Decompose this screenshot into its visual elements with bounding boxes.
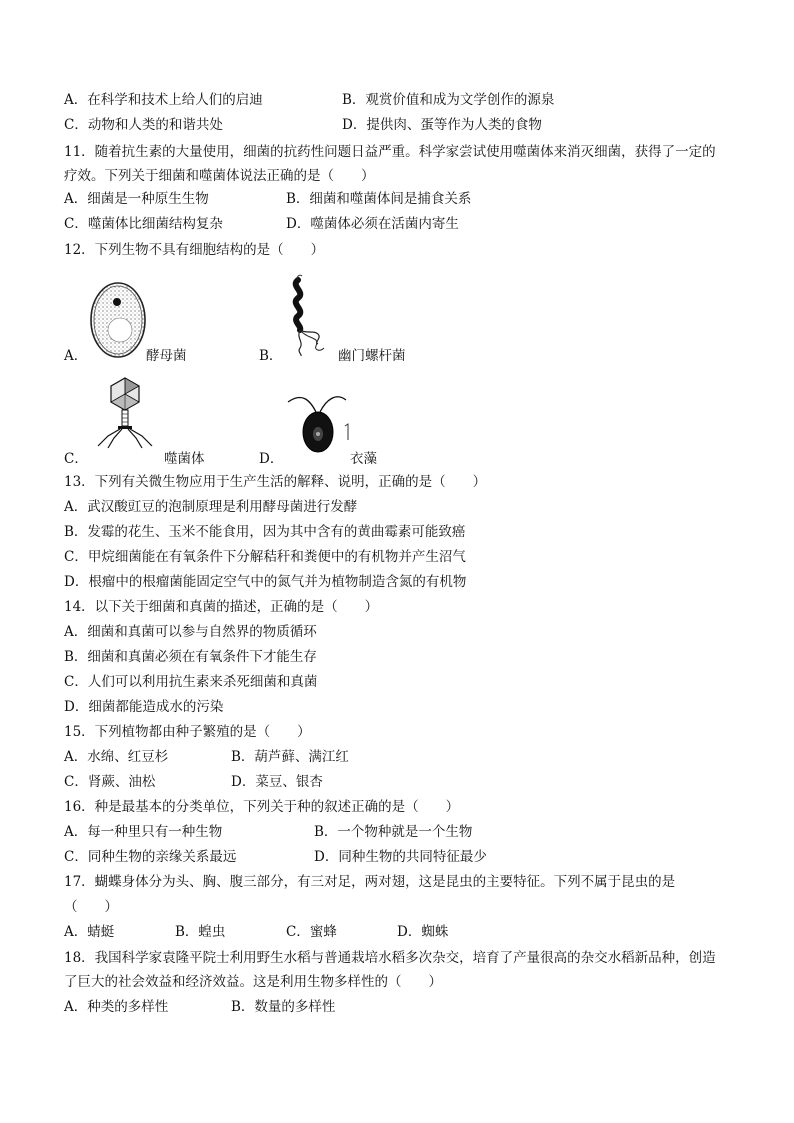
bacteriophage-illustration (92, 376, 158, 450)
q15-option-c: C．肾蕨、油松 (64, 774, 156, 790)
q11-stem: 11．随着抗生素的大量使用，细菌的抗药性问题日益严重。科学家尝试使用噬菌体来消灭细菌，获得了一定的疗效。下列关于细菌和噬菌体说法正确的是（ ） (64, 144, 716, 184)
q16-stem: 16．种是最基本的分类单位，下列关于种的叙述正确的是（ ） (64, 799, 460, 815)
q18-option-b: B．数量的多样性 (231, 999, 336, 1015)
q14-option-d: D．细菌都能造成水的污染 (64, 699, 224, 715)
q12-option-c-letter: C． (64, 451, 88, 467)
q15-option-d: D．菜豆、银杏 (231, 774, 323, 790)
q17-option-d: D．蜘蛛 (397, 924, 449, 940)
q13-option-d: D．根瘤中的根瘤菌能固定空气中的氮气并为植物制造含氮的有机物 (64, 574, 467, 590)
q12-option-b-name: 幽门螺杆菌 (338, 348, 406, 364)
yeast-illustration (86, 278, 150, 362)
q10-option-b: B．观赏价值和成为文学创作的源泉 (342, 92, 555, 108)
q14-stem: 14．以下关于细菌和真菌的描述，正确的是（ ） (64, 599, 379, 615)
q12-option-d-letter: D． (259, 451, 284, 467)
q11-option-a: A．细菌是一种原生生物 (64, 191, 209, 207)
q13-option-b: B．发霉的花生、玉米不能食用，因为其中含有的黄曲霉素可能致癌 (64, 524, 466, 540)
q11-option-d: D．噬菌体必须在活菌内寄生 (286, 216, 459, 232)
q13-stem: 13．下列有关微生物应用于生产生活的解释、说明，正确的是（ ） (64, 474, 487, 490)
q14-option-a: A．细菌和真菌可以参与自然界的物质循环 (64, 624, 317, 640)
q15-option-a: A．水绵、红豆杉 (64, 749, 169, 765)
q18-option-a: A．种类的多样性 (64, 999, 169, 1015)
q18-stem: 18．我国科学家袁隆平院士利用野生水稻与普通栽培水稻多次杂交，培育了产量很高的杂交水稻新品种，创造了巨大的社会效益和经济效益。这是利用生物多样性的（ ） (64, 950, 716, 990)
q17-option-b: B．蝗虫 (175, 924, 226, 940)
q11-option-b: B．细菌和噬菌体间是捕食关系 (286, 191, 472, 207)
q13-option-a: A．武汉酸豇豆的泡制原理是利用酵母菌进行发酵 (64, 499, 358, 515)
q14-option-c: C．人们可以利用抗生素来杀死细菌和真菌 (64, 674, 318, 690)
q10-option-c: C．动物和人类的和谐共处 (64, 117, 223, 133)
q17-answer-paren: （ ） (64, 899, 118, 915)
q10-option-a: A．在科学和技术上给人们的启迪 (64, 92, 263, 108)
q12-option-a-name: 酵母菌 (146, 348, 187, 364)
q10-option-d: D．提供肉、蛋等作为人类的食物 (342, 117, 542, 133)
q17-option-a: A．蜻蜓 (64, 924, 115, 940)
q14-option-b: B．细菌和真菌必须在有氧条件下才能生存 (64, 649, 317, 665)
q16-option-a: A．每一种里只有一种生物 (64, 824, 223, 840)
chlamydomonas-illustration (282, 384, 352, 458)
q12-option-b-letter: B． (259, 348, 283, 364)
q11-option-c: C．噬菌体比细菌结构复杂 (64, 216, 223, 232)
q15-option-b: B．葫芦藓、满江红 (231, 749, 349, 765)
q12-stem: 12．下列生物不具有细胞结构的是（ ） (64, 242, 325, 258)
q15-stem: 15．下列植物都由种子繁殖的是（ ） (64, 724, 311, 740)
q16-option-c: C．同种生物的亲缘关系最远 (64, 849, 237, 865)
q13-option-c: C．甲烷细菌能在有氧条件下分解秸秆和粪便中的有机物并产生沼气 (64, 549, 466, 565)
q12-option-c-name: 噬菌体 (164, 451, 205, 467)
q17-stem: 17．蝴蝶身体分为头、胸、腹三部分，有三对足，两对翅，这是昆虫的主要特征。下列不属于昆虫的是 (64, 874, 676, 890)
helicobacter-illustration (284, 272, 334, 358)
q16-option-d: D．同种生物的共同特征最少 (314, 849, 487, 865)
q17-option-c: C．蜜蜂 (286, 924, 337, 940)
q16-option-b: B．一个物种就是一个生物 (314, 824, 473, 840)
q12-option-d-name: 衣藻 (350, 451, 377, 467)
q12-option-a-letter: A． (64, 348, 88, 364)
